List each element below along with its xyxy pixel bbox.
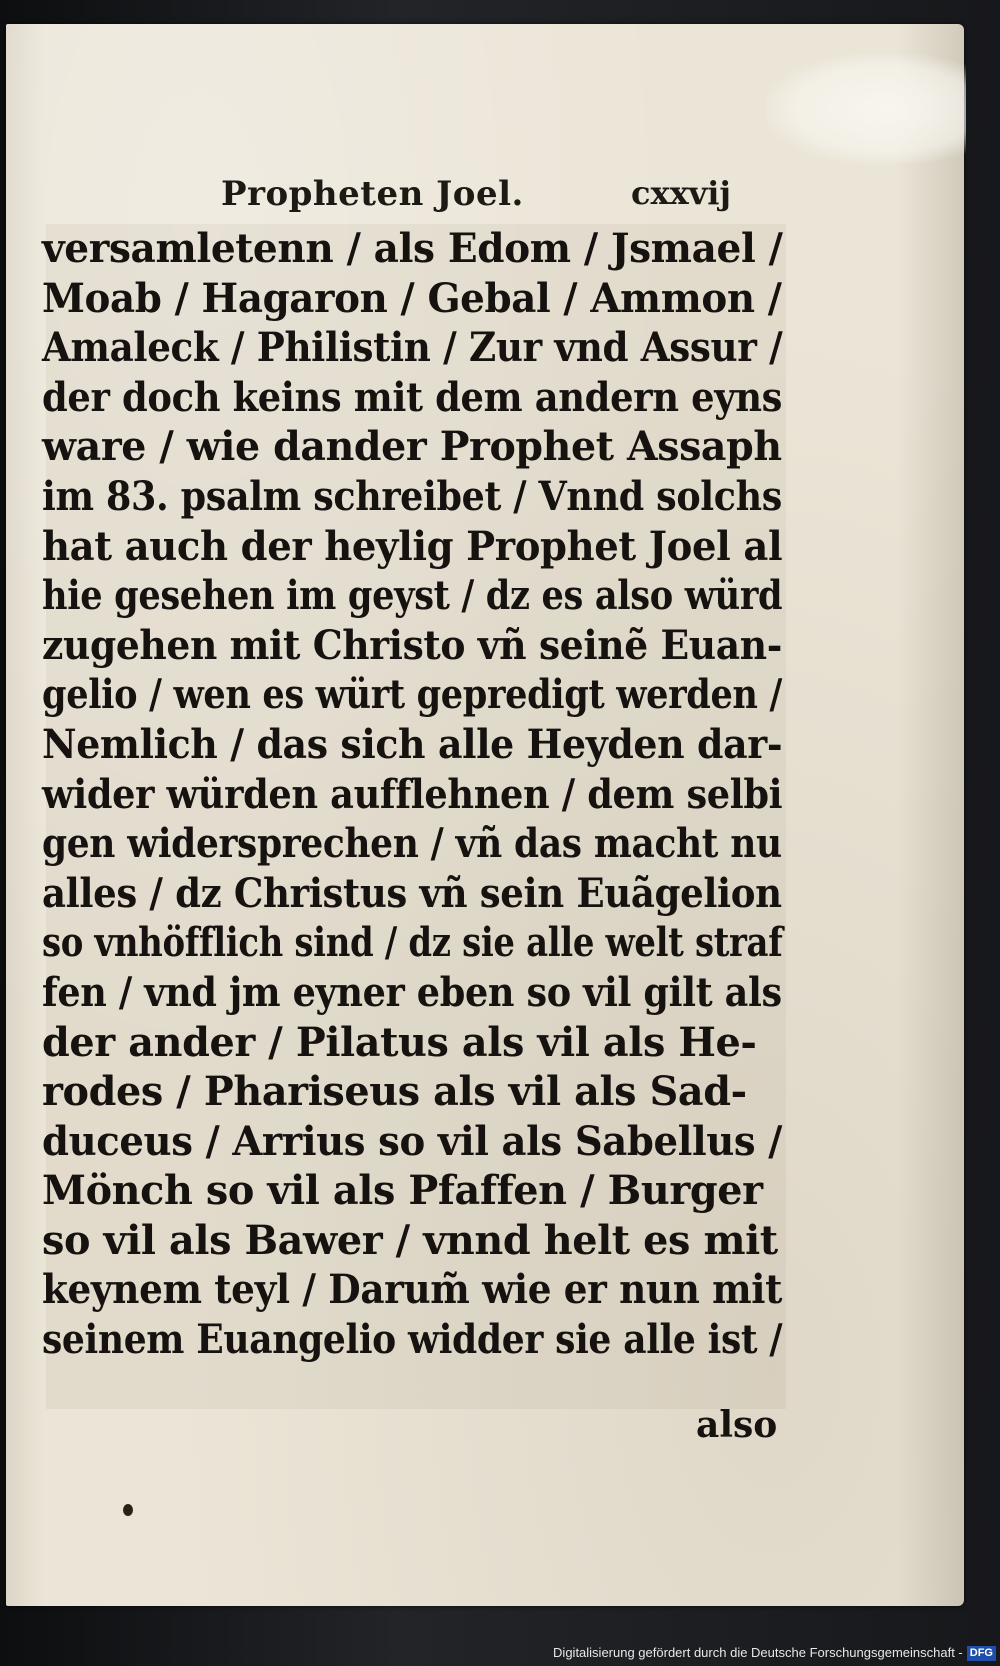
catchword: also (696, 1404, 778, 1446)
text-line: gen widersprechen / vñ das macht nu (42, 820, 782, 868)
text-line: so vnhöfflich sind / dz sie alle welt straf (42, 919, 783, 967)
text-line: gelio / wen es würt gepredigt werden / (42, 671, 782, 719)
text-line: der doch keins mit dem andern eyns (42, 373, 783, 421)
folio-number: cxxvij (631, 174, 731, 212)
text-line: ware / wie dander Prophet Assaph (42, 423, 782, 471)
text-line: im 83. psalm schreibet / Vnnd solchs (42, 472, 782, 520)
text-line: keynem teyl / Darum̃ wie er nun mit (42, 1266, 783, 1314)
ink-spot (123, 1504, 133, 1516)
text-line: hie gesehen im geyst / dz es also würd (42, 572, 783, 620)
digitization-credit (553, 1642, 996, 1664)
text-line: Mönch so vil als Pfaffen / Burger (42, 1167, 763, 1215)
book-page (6, 24, 964, 1606)
text-line: Nemlich / das sich alle Heyden dar- (42, 720, 783, 768)
text-line: Moab / Hagaron / Gebal / Ammon / (42, 274, 782, 322)
text-line: wider würden aufflehnen / dem selbi (42, 770, 783, 818)
dfg-logo: DFG (967, 1646, 996, 1661)
text-line: der ander / Pilatus als vil als He- (42, 1018, 757, 1066)
text-line: versamletenn / als Edom / Jsmael / (42, 225, 783, 272)
text-line: rodes / Phariseus als vil als Sad- (42, 1068, 747, 1116)
running-title: Propheten Joel. (221, 174, 524, 214)
text-line: alles / dz Christus vñ sein Euãgelion (42, 869, 782, 917)
text-line: fen / vnd jm eyner eben so vil gilt als (42, 968, 782, 1016)
text-line: seinem Euangelio widder sie alle ist / (42, 1316, 783, 1364)
credit-text: Digitalisierung gefördert durch die Deutsche Forschungsgemeinschaft - (553, 1645, 963, 1660)
text-line: so vil als Bawer / vnnd helt es mit (42, 1216, 778, 1264)
text-line: zugehen mit Christo vñ seinẽ Euan- (42, 621, 782, 669)
running-head (221, 174, 731, 224)
text-line: duceus / Arrius so vil als Sabellus / (42, 1117, 783, 1165)
text-line: Amaleck / Philistin / Zur vnd Assur / (42, 324, 783, 372)
paper-stain (766, 54, 966, 164)
text-block (42, 224, 787, 1365)
text-line: hat auch der heylig Prophet Joel al (42, 522, 783, 570)
